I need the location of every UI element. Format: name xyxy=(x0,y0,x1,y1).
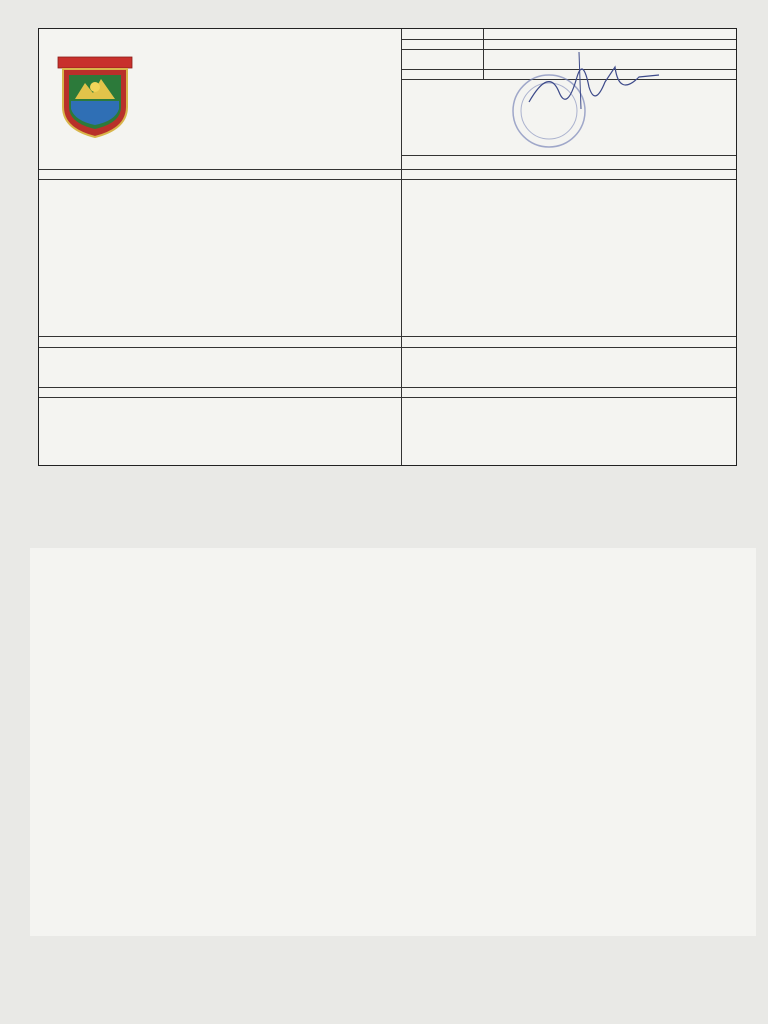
flowchart-sheet xyxy=(30,548,756,936)
signature-icon xyxy=(519,47,669,117)
flowchart-table xyxy=(30,548,756,936)
regency-logo xyxy=(55,55,135,139)
shield-emblem-icon xyxy=(55,55,135,139)
kualifikasi-list xyxy=(405,181,730,191)
sop-identity-sheet xyxy=(38,28,737,466)
